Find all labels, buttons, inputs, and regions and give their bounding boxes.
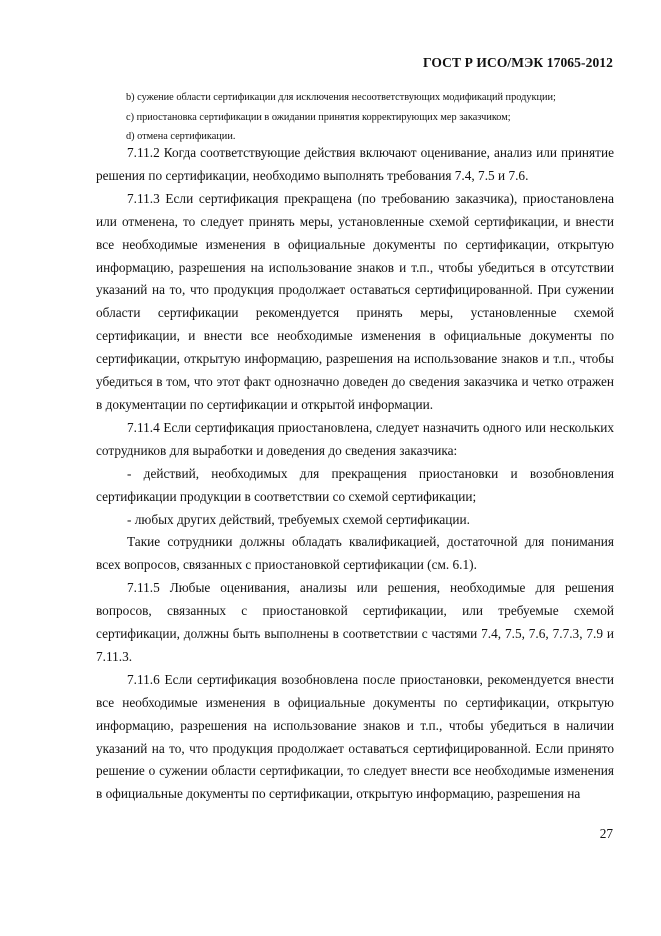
list-item: c) приостановка сертификации в ожидании принятия корректирующих мер заказчиком;: [126, 111, 511, 123]
paragraph-dash-item: - действий, необходимых для прекращения приостановки и возобновления сертификации продукции в соответствии со схемой сертификации;: [96, 465, 614, 504]
paragraph-7-11-2: 7.11.2 Когда соответствующие действия включают оценивание, анализ или принятие решения по сертификации, необходимо выполнять требования 7.4, 7.5 и 7.6.: [96, 145, 614, 183]
paragraph-7-11-3: 7.11.3 Если сертификация прекращена (по требованию заказчика), приостановлена или отменена, то следует принять меры, установленные схемой сертификации, и внести все необходимые изменения в официальные документы по сертификации, открытую информацию, разрешения на использование знаков и т.п., чтобы убедиться в отсутствии указаний на то, что продукция продолжает оставаться сертифицированной. При сужении области сертификации рекомендуется принять меры, установленные схемой сертификации, и внести все необходимые изменения в официальные документы по сертификации, открытую информацию, разрешения на использование знаков и т.п., чтобы убедиться в том, что этот факт однозначно доведен до сведения заказчика и четко отражен в документации по сертификации и открытой информации.: [96, 190, 614, 412]
paragraph-dash-item: - любых других действий, требуемых схемой сертификации.: [127, 511, 470, 527]
paragraph-7-11-4: 7.11.4 Если сертификация приостановлена, следует назначить одного или нескольких сотрудников для выработки и доведения до сведения заказчика:: [96, 419, 614, 458]
paragraph-7-11-6: 7.11.6 Если сертификация возобновлена после приостановки, рекомендуется внести все необходимые изменения в официальные документы по сертификации, открытую информацию, разрешения на использование знаков и т.п., чтобы убедиться в наличии указаний на то, что продукция продолжает оставаться сертифицированной. Если принято решение о сужении области сертификации, то следует внести все необходимые изменения в официальные документы по сертификации, открытую информацию, разрешения на: [96, 671, 614, 802]
measures-list: [126, 88, 606, 147]
page-number: 27: [599, 826, 613, 841]
paragraph-staff-qualification: Такие сотрудники должны обладать квалификацией, достаточной для понимания всех вопросов, связанных с приостановкой сертификации (см. 6.1).: [96, 534, 614, 573]
body-text: [96, 142, 614, 806]
list-item: b) сужение области сертификации для исключения несоответствующих модификаций продукции;: [126, 92, 556, 103]
standard-header: ГОСТ Р ИСО/МЭК 17065-2012: [423, 55, 613, 70]
paragraph-7-11-5: 7.11.5 Любые оценивания, анализы или решения, необходимые для решения вопросов, связанных с приостановкой сертификации, или требуемые схемой сертификации, должны быть выполнены в соответствии с частями 7.4, 7.5, 7.6, 7.7.3, 7.9 и 7.11.3.: [96, 580, 614, 664]
list-item: d) отмена сертификации.: [126, 131, 236, 142]
